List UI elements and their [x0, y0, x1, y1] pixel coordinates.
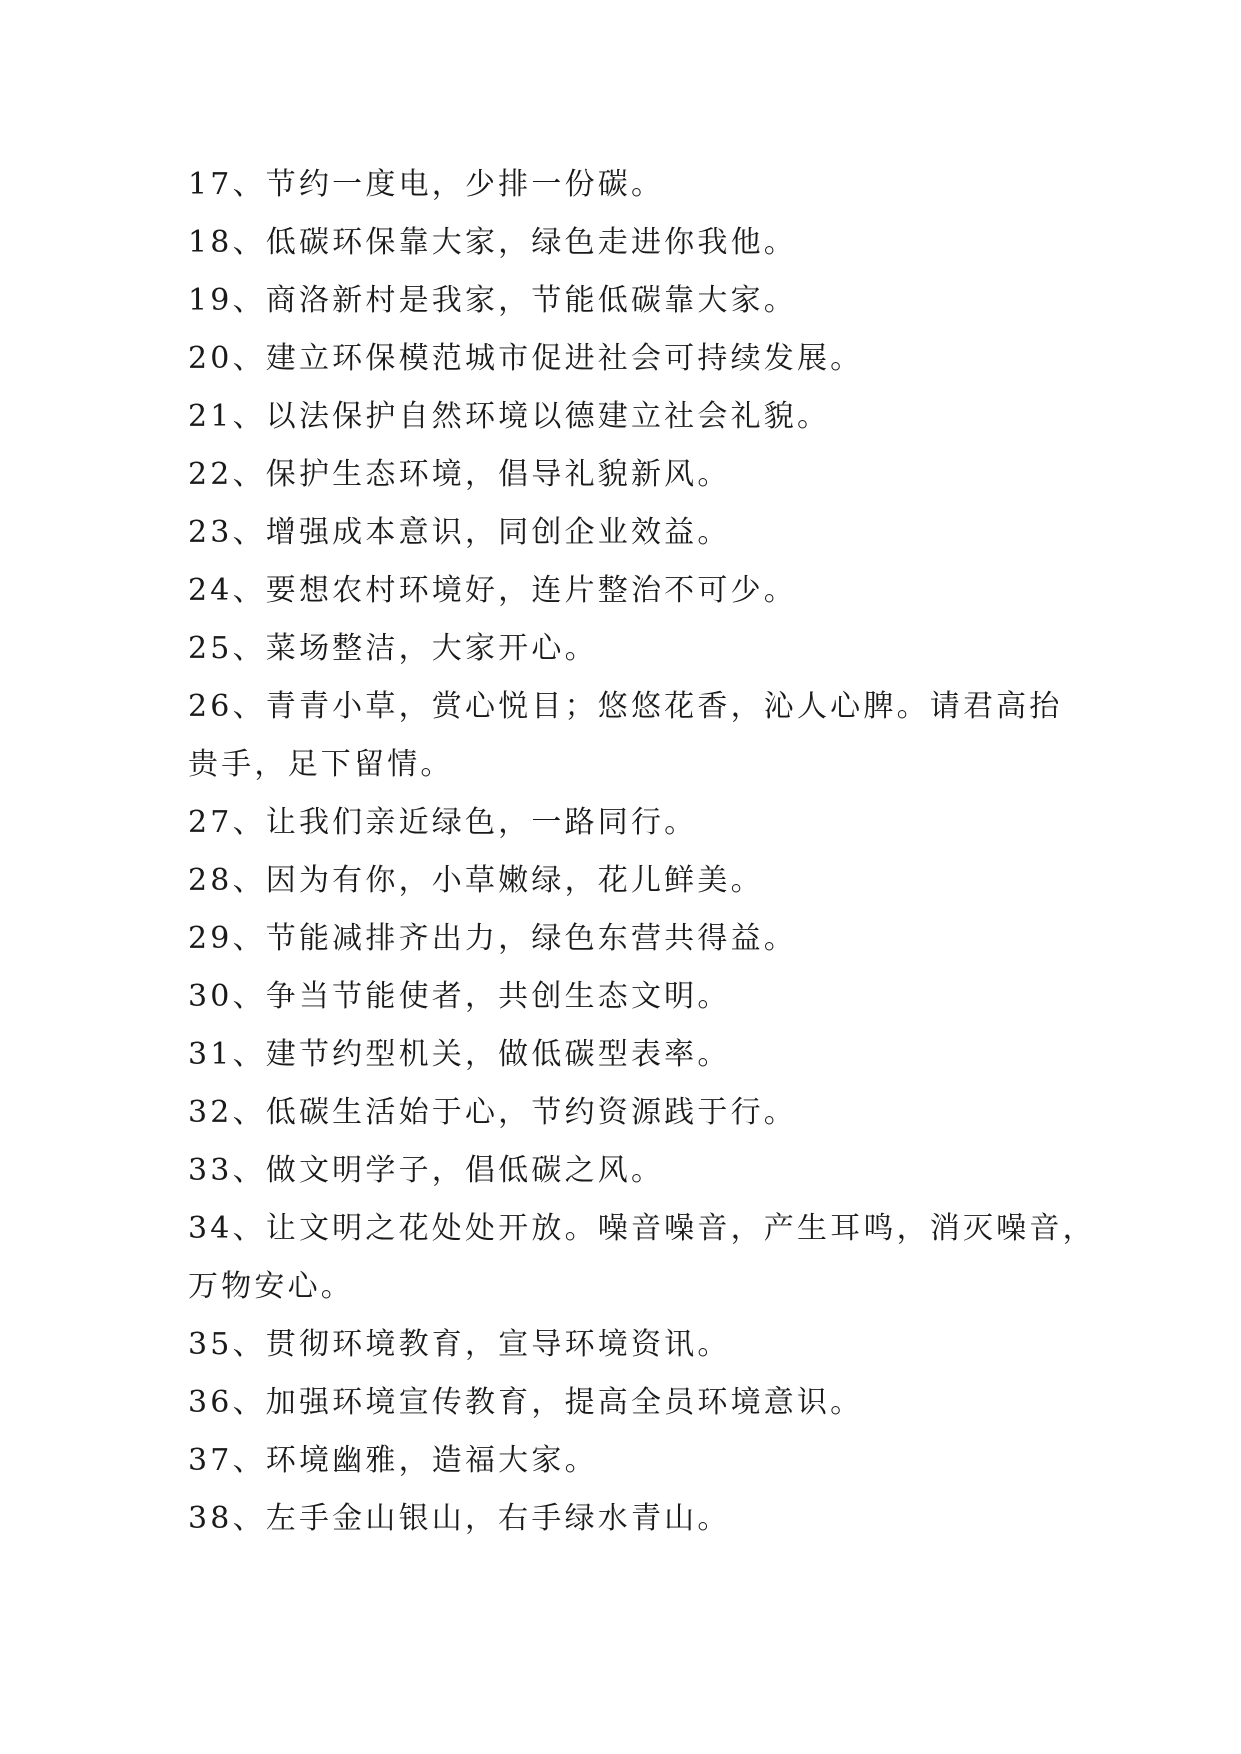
- text-line: 20、建立环保模范城市促进社会可持续发展。: [188, 341, 864, 376]
- text-line: 23、增强成本意识，同创企业效益。: [188, 515, 731, 550]
- text-line: 27、让我们亲近绿色，一路同行。: [188, 805, 698, 840]
- text-line: 19、商洛新村是我家，节能低碳靠大家。: [188, 283, 797, 318]
- text-line: 22、保护生态环境，倡导礼貌新风。: [188, 457, 731, 492]
- text-line: 万物安心。: [188, 1269, 354, 1304]
- text-line: 21、以法保护自然环境以德建立社会礼貌。: [188, 399, 831, 434]
- text-line: 30、争当节能使者，共创生态文明。: [188, 979, 731, 1014]
- text-line: 17、节约一度电，少排一份碳。: [188, 167, 665, 202]
- text-line: 18、低碳环保靠大家，绿色走进你我他。: [188, 225, 797, 260]
- text-line: 32、低碳生活始于心，节约资源践于行。: [188, 1095, 797, 1130]
- slogan-list: [188, 156, 1096, 1548]
- text-line: 31、建节约型机关，做低碳型表率。: [188, 1037, 731, 1072]
- text-line: 36、加强环境宣传教育，提高全员环境意识。: [188, 1385, 864, 1420]
- text-line: 37、环境幽雅，造福大家。: [188, 1443, 598, 1478]
- text-line: 24、要想农村环境好，连片整治不可少。: [188, 573, 797, 608]
- text-line: 34、让文明之花处处开放。噪音噪音，产生耳鸣，消灭噪音，: [188, 1211, 1096, 1246]
- text-line: 28、因为有你，小草嫩绿，花儿鲜美。: [188, 863, 764, 898]
- text-line: 33、做文明学子，倡低碳之风。: [188, 1153, 665, 1188]
- text-line: 29、节能减排齐出力，绿色东营共得益。: [188, 921, 797, 956]
- text-line: 26、青青小草，赏心悦目；悠悠花香，沁人心脾。请君高抬: [188, 689, 1063, 724]
- text-line: 35、贯彻环境教育，宣导环境资讯。: [188, 1327, 731, 1362]
- text-line: 贵手，足下留情。: [188, 747, 454, 782]
- text-line: 38、左手金山银山，右手绿水青山。: [188, 1501, 731, 1536]
- text-line: 25、菜场整洁，大家开心。: [188, 631, 598, 666]
